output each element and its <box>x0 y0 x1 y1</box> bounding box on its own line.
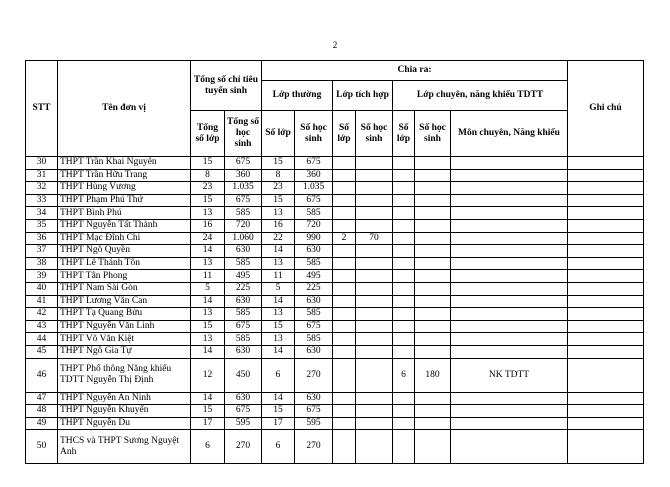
cell-gifted-classes <box>393 417 415 430</box>
cell-regular-students: 585 <box>295 257 333 270</box>
header-integrated-num-students: Số học sinh <box>356 111 393 157</box>
table-row <box>26 358 644 392</box>
table-row <box>26 182 644 195</box>
cell-unit-name: THPT Nam Sài Gòn <box>58 282 191 295</box>
cell-total-students: 585 <box>225 333 262 346</box>
cell-integrated-classes <box>333 430 356 464</box>
header-total-classes: Tổng số lớp <box>191 111 225 157</box>
cell-stt: 38 <box>26 257 58 270</box>
cell-stt: 47 <box>26 392 58 405</box>
cell-regular-classes: 15 <box>262 405 295 418</box>
cell-gifted-students <box>415 219 451 232</box>
cell-specialty <box>451 308 568 321</box>
cell-regular-classes: 6 <box>262 430 295 464</box>
cell-gifted-classes <box>393 270 415 283</box>
cell-note <box>568 182 644 195</box>
table-row <box>26 245 644 258</box>
enrollment-quota-table <box>25 60 644 464</box>
cell-specialty <box>451 232 568 245</box>
header-breakdown: Chia ra: <box>262 61 568 81</box>
cell-note <box>568 257 644 270</box>
cell-note <box>568 333 644 346</box>
cell-regular-classes: 15 <box>262 194 295 207</box>
cell-total-students: 1.035 <box>225 182 262 195</box>
cell-regular-classes: 22 <box>262 232 295 245</box>
cell-gifted-classes <box>393 157 415 170</box>
cell-unit-name: THPT Tân Phong <box>58 270 191 283</box>
cell-note <box>568 219 644 232</box>
cell-specialty <box>451 245 568 258</box>
cell-unit-name: THPT Hùng Vương <box>58 182 191 195</box>
cell-note <box>568 345 644 358</box>
cell-regular-classes: 17 <box>262 417 295 430</box>
table-row <box>26 405 644 418</box>
cell-gifted-classes <box>393 295 415 308</box>
cell-integrated-students <box>356 308 393 321</box>
cell-stt: 40 <box>26 282 58 295</box>
cell-regular-students: 630 <box>295 245 333 258</box>
cell-integrated-students <box>356 207 393 220</box>
cell-specialty <box>451 257 568 270</box>
table-row <box>26 333 644 346</box>
cell-regular-students: 595 <box>295 417 333 430</box>
table-row <box>26 257 644 270</box>
cell-total-classes: 13 <box>191 257 225 270</box>
cell-specialty <box>451 270 568 283</box>
cell-gifted-students <box>415 405 451 418</box>
cell-integrated-classes <box>333 182 356 195</box>
cell-specialty <box>451 182 568 195</box>
table-row <box>26 207 644 220</box>
cell-regular-classes: 13 <box>262 257 295 270</box>
cell-gifted-classes <box>393 392 415 405</box>
cell-total-classes: 23 <box>191 182 225 195</box>
cell-integrated-students <box>356 333 393 346</box>
cell-integrated-classes <box>333 405 356 418</box>
cell-regular-classes: 14 <box>262 245 295 258</box>
cell-total-students: 630 <box>225 295 262 308</box>
cell-stt: 37 <box>26 245 58 258</box>
cell-note <box>568 417 644 430</box>
table-row <box>26 157 644 170</box>
table-row <box>26 417 644 430</box>
cell-gifted-students <box>415 308 451 321</box>
cell-total-classes: 5 <box>191 282 225 295</box>
header-specialty-subject: Môn chuyên, Năng khiếu <box>451 111 568 157</box>
cell-gifted-classes <box>393 333 415 346</box>
table-row <box>26 430 644 464</box>
cell-total-students: 360 <box>225 169 262 182</box>
cell-integrated-classes <box>333 308 356 321</box>
cell-stt: 35 <box>26 219 58 232</box>
table-row <box>26 282 644 295</box>
cell-regular-students: 270 <box>295 430 333 464</box>
cell-integrated-classes <box>333 358 356 392</box>
cell-total-classes: 14 <box>191 295 225 308</box>
cell-gifted-students <box>415 182 451 195</box>
cell-integrated-students <box>356 345 393 358</box>
cell-note <box>568 320 644 333</box>
cell-gifted-classes <box>393 430 415 464</box>
cell-gifted-classes <box>393 194 415 207</box>
cell-gifted-classes <box>393 232 415 245</box>
cell-gifted-students <box>415 245 451 258</box>
cell-integrated-classes <box>333 270 356 283</box>
header-total-quota: Tổng số chỉ tiêu tuyển sinh <box>191 61 262 111</box>
cell-total-students: 225 <box>225 282 262 295</box>
table-row <box>26 169 644 182</box>
header-gifted-num-students: Số học sinh <box>415 111 451 157</box>
cell-unit-name: THPT Phạm Phú Thứ <box>58 194 191 207</box>
cell-integrated-students <box>356 405 393 418</box>
cell-regular-classes: 6 <box>262 358 295 392</box>
cell-specialty <box>451 194 568 207</box>
cell-total-classes: 12 <box>191 358 225 392</box>
cell-regular-classes: 15 <box>262 320 295 333</box>
cell-unit-name: THPT Lê Thánh Tôn <box>58 257 191 270</box>
cell-gifted-students <box>415 270 451 283</box>
cell-specialty <box>451 295 568 308</box>
cell-gifted-students <box>415 194 451 207</box>
cell-stt: 45 <box>26 345 58 358</box>
cell-regular-students: 675 <box>295 405 333 418</box>
cell-regular-classes: 14 <box>262 392 295 405</box>
cell-specialty <box>451 417 568 430</box>
cell-note <box>568 392 644 405</box>
cell-regular-students: 990 <box>295 232 333 245</box>
cell-gifted-students <box>415 417 451 430</box>
cell-unit-name: THPT Tạ Quang Bửu <box>58 308 191 321</box>
cell-regular-students: 1.035 <box>295 182 333 195</box>
cell-regular-students: 675 <box>295 194 333 207</box>
cell-gifted-classes <box>393 169 415 182</box>
cell-stt: 36 <box>26 232 58 245</box>
cell-integrated-students <box>356 194 393 207</box>
cell-integrated-students <box>356 257 393 270</box>
cell-integrated-students: 70 <box>356 232 393 245</box>
cell-regular-students: 720 <box>295 219 333 232</box>
cell-note <box>568 308 644 321</box>
cell-specialty <box>451 333 568 346</box>
cell-specialty <box>451 169 568 182</box>
cell-gifted-classes <box>393 219 415 232</box>
cell-stt: 48 <box>26 405 58 418</box>
cell-stt: 32 <box>26 182 58 195</box>
header-regular-class: Lớp thường <box>262 81 333 111</box>
cell-integrated-students <box>356 245 393 258</box>
cell-gifted-classes <box>393 308 415 321</box>
cell-total-students: 630 <box>225 392 262 405</box>
cell-integrated-students <box>356 320 393 333</box>
page-number: 2 <box>332 40 338 50</box>
cell-integrated-classes <box>333 417 356 430</box>
header-notes: Ghi chú <box>568 61 644 157</box>
table-row <box>26 308 644 321</box>
cell-regular-classes: 5 <box>262 282 295 295</box>
cell-specialty <box>451 157 568 170</box>
table-row <box>26 219 644 232</box>
cell-total-classes: 14 <box>191 392 225 405</box>
cell-gifted-students <box>415 169 451 182</box>
cell-note <box>568 157 644 170</box>
cell-stt: 41 <box>26 295 58 308</box>
cell-total-classes: 13 <box>191 207 225 220</box>
cell-regular-classes: 15 <box>262 157 295 170</box>
cell-total-students: 595 <box>225 417 262 430</box>
cell-total-classes: 13 <box>191 308 225 321</box>
cell-integrated-classes <box>333 157 356 170</box>
cell-total-students: 630 <box>225 345 262 358</box>
cell-gifted-students <box>415 295 451 308</box>
cell-integrated-classes <box>333 282 356 295</box>
cell-unit-name: THPT Bình Phú <box>58 207 191 220</box>
cell-regular-classes: 14 <box>262 295 295 308</box>
cell-unit-name: THPT Ngô Quyền <box>58 245 191 258</box>
cell-total-classes: 8 <box>191 169 225 182</box>
cell-total-students: 585 <box>225 207 262 220</box>
header-stt: STT <box>26 61 58 157</box>
header-total-students: Tổng số học sinh <box>225 111 262 157</box>
cell-integrated-students <box>356 417 393 430</box>
cell-gifted-classes: 6 <box>393 358 415 392</box>
cell-note <box>568 169 644 182</box>
cell-integrated-classes <box>333 169 356 182</box>
cell-total-classes: 11 <box>191 270 225 283</box>
cell-regular-classes: 14 <box>262 345 295 358</box>
header-gifted-class: Lớp chuyên, năng khiếu TDTT <box>393 81 568 111</box>
cell-gifted-students <box>415 157 451 170</box>
cell-unit-name: THPT Phổ thông Năng khiếu TDTT Nguyễn Thị Định <box>58 358 191 392</box>
header-gifted-num-classes: Số lớp <box>393 111 415 157</box>
cell-total-classes: 16 <box>191 219 225 232</box>
cell-stt: 49 <box>26 417 58 430</box>
cell-total-students: 585 <box>225 308 262 321</box>
header-integrated-class: Lớp tích hợp <box>333 81 393 111</box>
cell-integrated-classes <box>333 207 356 220</box>
cell-total-students: 1.060 <box>225 232 262 245</box>
cell-gifted-students <box>415 282 451 295</box>
cell-note <box>568 430 644 464</box>
cell-stt: 42 <box>26 308 58 321</box>
cell-stt: 43 <box>26 320 58 333</box>
cell-integrated-students <box>356 219 393 232</box>
cell-total-students: 495 <box>225 270 262 283</box>
cell-specialty <box>451 207 568 220</box>
cell-total-students: 630 <box>225 245 262 258</box>
cell-total-classes: 14 <box>191 345 225 358</box>
cell-stt: 46 <box>26 358 58 392</box>
cell-integrated-classes <box>333 257 356 270</box>
cell-integrated-students <box>356 430 393 464</box>
cell-total-classes: 14 <box>191 245 225 258</box>
table-row <box>26 392 644 405</box>
cell-integrated-students <box>356 157 393 170</box>
cell-specialty <box>451 219 568 232</box>
cell-total-students: 720 <box>225 219 262 232</box>
cell-specialty <box>451 282 568 295</box>
cell-integrated-students <box>356 169 393 182</box>
cell-gifted-students <box>415 345 451 358</box>
cell-note <box>568 270 644 283</box>
cell-total-classes: 15 <box>191 194 225 207</box>
table-row <box>26 295 644 308</box>
cell-specialty <box>451 345 568 358</box>
cell-stt: 33 <box>26 194 58 207</box>
table-row <box>26 345 644 358</box>
cell-integrated-students <box>356 392 393 405</box>
cell-unit-name: THPT Nguyễn An Ninh <box>58 392 191 405</box>
cell-note <box>568 295 644 308</box>
cell-total-classes: 24 <box>191 232 225 245</box>
cell-regular-students: 630 <box>295 392 333 405</box>
cell-regular-students: 585 <box>295 207 333 220</box>
cell-integrated-classes <box>333 194 356 207</box>
cell-unit-name: THCS và THPT Sương Nguyệt Anh <box>58 430 191 464</box>
cell-specialty <box>451 405 568 418</box>
cell-specialty <box>451 430 568 464</box>
cell-total-students: 675 <box>225 157 262 170</box>
cell-unit-name: THPT Mạc Đĩnh Chi <box>58 232 191 245</box>
cell-gifted-students <box>415 392 451 405</box>
cell-regular-students: 675 <box>295 157 333 170</box>
cell-total-students: 675 <box>225 194 262 207</box>
cell-integrated-classes <box>333 392 356 405</box>
cell-unit-name: THPT Trần Hữu Trang <box>58 169 191 182</box>
cell-total-classes: 6 <box>191 430 225 464</box>
cell-unit-name: THPT Nguyễn Văn Linh <box>58 320 191 333</box>
cell-note <box>568 358 644 392</box>
cell-unit-name: THPT Nguyễn Tất Thành <box>58 219 191 232</box>
cell-stt: 39 <box>26 270 58 283</box>
cell-gifted-students <box>415 257 451 270</box>
cell-integrated-students <box>356 182 393 195</box>
cell-total-classes: 15 <box>191 405 225 418</box>
cell-unit-name: THPT Trần Khai Nguyên <box>58 157 191 170</box>
cell-regular-classes: 16 <box>262 219 295 232</box>
table-row <box>26 232 644 245</box>
cell-integrated-students <box>356 358 393 392</box>
cell-specialty <box>451 392 568 405</box>
cell-regular-students: 585 <box>295 308 333 321</box>
header-regular-num-students: Số học sinh <box>295 111 333 157</box>
cell-stt: 44 <box>26 333 58 346</box>
cell-total-students: 585 <box>225 257 262 270</box>
cell-gifted-students <box>415 430 451 464</box>
cell-unit-name: THPT Ngô Gia Tự <box>58 345 191 358</box>
cell-note <box>568 232 644 245</box>
cell-total-classes: 15 <box>191 320 225 333</box>
cell-regular-classes: 11 <box>262 270 295 283</box>
cell-note <box>568 282 644 295</box>
cell-integrated-classes <box>333 295 356 308</box>
cell-regular-classes: 13 <box>262 308 295 321</box>
table-body <box>26 157 644 464</box>
cell-gifted-students: 180 <box>415 358 451 392</box>
cell-integrated-classes <box>333 219 356 232</box>
cell-regular-classes: 23 <box>262 182 295 195</box>
cell-regular-students: 630 <box>295 345 333 358</box>
cell-integrated-classes: 2 <box>333 232 356 245</box>
cell-total-classes: 13 <box>191 333 225 346</box>
cell-gifted-classes <box>393 405 415 418</box>
cell-gifted-classes <box>393 257 415 270</box>
cell-gifted-classes <box>393 282 415 295</box>
cell-stt: 31 <box>26 169 58 182</box>
cell-regular-students: 360 <box>295 169 333 182</box>
cell-regular-classes: 8 <box>262 169 295 182</box>
cell-gifted-classes <box>393 320 415 333</box>
cell-stt: 30 <box>26 157 58 170</box>
cell-unit-name: THPT Nguyễn Khuyến <box>58 405 191 418</box>
cell-unit-name: THPT Nguyễn Du <box>58 417 191 430</box>
cell-regular-students: 270 <box>295 358 333 392</box>
cell-total-classes: 15 <box>191 157 225 170</box>
cell-regular-students: 585 <box>295 333 333 346</box>
cell-gifted-students <box>415 207 451 220</box>
cell-integrated-classes <box>333 345 356 358</box>
cell-stt: 50 <box>26 430 58 464</box>
cell-specialty: NK TDTT <box>451 358 568 392</box>
table-row <box>26 194 644 207</box>
cell-unit-name: THPT Võ Văn Kiệt <box>58 333 191 346</box>
cell-note <box>568 207 644 220</box>
cell-gifted-students <box>415 320 451 333</box>
cell-regular-classes: 13 <box>262 333 295 346</box>
cell-note <box>568 194 644 207</box>
cell-gifted-students <box>415 232 451 245</box>
header-regular-num-classes: Số lớp <box>262 111 295 157</box>
cell-integrated-classes <box>333 320 356 333</box>
header-unit-name: Tên đơn vị <box>58 61 191 157</box>
cell-gifted-classes <box>393 207 415 220</box>
cell-regular-students: 675 <box>295 320 333 333</box>
cell-gifted-classes <box>393 245 415 258</box>
cell-regular-classes: 13 <box>262 207 295 220</box>
cell-integrated-classes <box>333 333 356 346</box>
cell-integrated-students <box>356 270 393 283</box>
cell-integrated-students <box>356 295 393 308</box>
cell-total-students: 675 <box>225 405 262 418</box>
header-integrated-num-classes: Số lớp <box>333 111 356 157</box>
table-row <box>26 320 644 333</box>
cell-note <box>568 245 644 258</box>
cell-total-students: 270 <box>225 430 262 464</box>
cell-gifted-classes <box>393 345 415 358</box>
cell-gifted-students <box>415 333 451 346</box>
cell-unit-name: THPT Lương Văn Can <box>58 295 191 308</box>
cell-total-students: 675 <box>225 320 262 333</box>
cell-total-classes: 17 <box>191 417 225 430</box>
cell-total-students: 450 <box>225 358 262 392</box>
cell-integrated-students <box>356 282 393 295</box>
cell-integrated-classes <box>333 245 356 258</box>
cell-note <box>568 405 644 418</box>
cell-stt: 34 <box>26 207 58 220</box>
table-row <box>26 270 644 283</box>
cell-regular-students: 495 <box>295 270 333 283</box>
cell-specialty <box>451 320 568 333</box>
cell-gifted-classes <box>393 182 415 195</box>
cell-regular-students: 225 <box>295 282 333 295</box>
cell-regular-students: 630 <box>295 295 333 308</box>
